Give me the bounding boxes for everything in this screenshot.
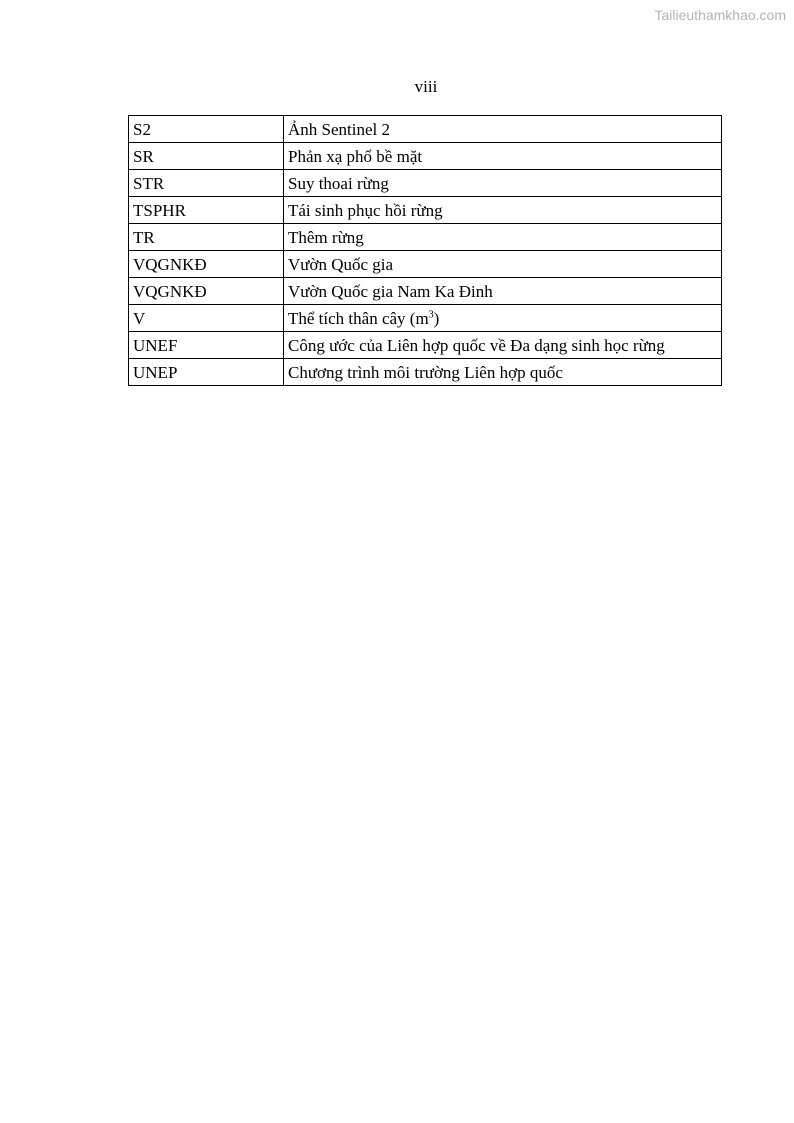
meaning-tail: ) xyxy=(433,308,440,328)
abbreviation-table xyxy=(128,115,722,386)
meaning-cell: Thêm rừng xyxy=(284,224,722,251)
meaning-cell: Phản xạ phổ bề mặt xyxy=(284,143,722,170)
abbreviation-cell: UNEP xyxy=(129,359,284,386)
meaning-text: Thể tích thân cây (m xyxy=(288,308,429,328)
abbreviation-cell: VQGNKĐ xyxy=(129,251,284,278)
table-row xyxy=(129,251,722,278)
table-row xyxy=(129,197,722,224)
table-row xyxy=(129,116,722,143)
table-row xyxy=(129,170,722,197)
watermark: Tailieuthamkhao.com xyxy=(654,7,786,23)
meaning-cell: Suy thoai rừng xyxy=(284,170,722,197)
table-row xyxy=(129,359,722,386)
abbreviation-cell: STR xyxy=(129,170,284,197)
abbreviation-cell: V xyxy=(129,305,284,332)
table-row xyxy=(129,143,722,170)
superscript: 3 xyxy=(428,308,434,320)
meaning-cell: Tái sinh phục hồi rừng xyxy=(284,197,722,224)
abbreviation-cell: TR xyxy=(129,224,284,251)
abbreviation-cell: S2 xyxy=(129,116,284,143)
abbreviation-cell: VQGNKĐ xyxy=(129,278,284,305)
meaning-cell xyxy=(284,305,722,332)
page-number: viii xyxy=(414,77,438,96)
meaning-cell: Vườn Quốc gia Nam Ka Đinh xyxy=(284,278,722,305)
meaning-cell: Chương trình môi trường Liên hợp quốc xyxy=(284,359,722,386)
table-row xyxy=(129,278,722,305)
abbreviation-cell: UNEF xyxy=(129,332,284,359)
meaning-cell: Công ước của Liên hợp quốc về Đa dạng sinh học rừng xyxy=(284,332,722,359)
abbreviation-cell: TSPHR xyxy=(129,197,284,224)
table-row xyxy=(129,332,722,359)
meaning-cell: Ảnh Sentinel 2 xyxy=(284,116,722,143)
table-row xyxy=(129,224,722,251)
meaning-cell: Vườn Quốc gia xyxy=(284,251,722,278)
abbreviation-cell: SR xyxy=(129,143,284,170)
table-row xyxy=(129,305,722,332)
